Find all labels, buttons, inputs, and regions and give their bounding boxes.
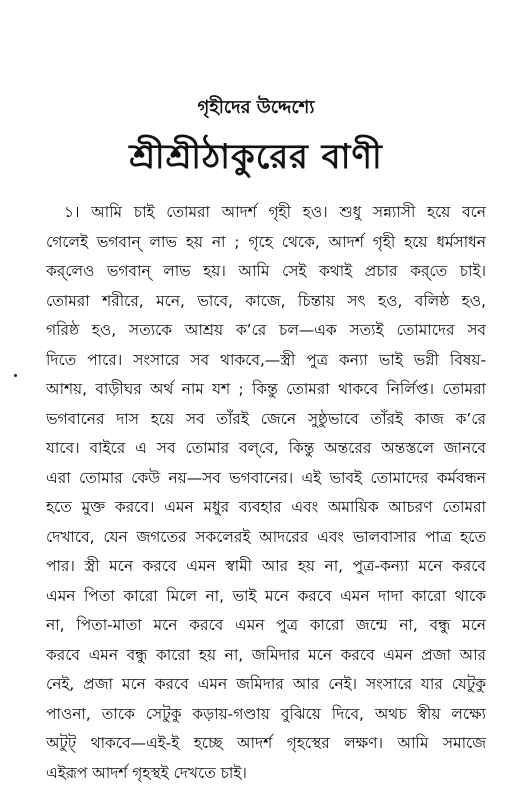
- text-line: অটুট্ থাকবে—এই-ই হচ্ছে আদর্শ গৃহস্থের লক্ষণ। আমি সমাজে: [46, 734, 486, 752]
- text-line: ১। আমি চাই তোমরা আদর্শ গৃহী হও। শুধু সন্ন্যাসী হয়ে বনে: [64, 203, 486, 221]
- text-line: যাবে। বাইরে এ সব তোমার বল্‌বে, কিন্তু অন্তরের অন্তস্তলে জানবে: [46, 439, 486, 457]
- text-line: পার। স্ত্রী মনে করবে এমন স্বামী আর হয় না, পুত্র-কন্যা মনে করবে: [46, 557, 486, 575]
- text-line: এমন পিতা কারো মিলে না, ভাই মনে করবে এমন দাদা কারো থাকে: [46, 586, 486, 605]
- text-line: ভগবানের দাস হয়ে সব তাঁরই জেনে সুষ্ঠুভাবে তাঁরই কাজ ক’রে: [46, 409, 486, 428]
- page-title: শ্রীশ্রীঠাকুরের বাণী: [129, 137, 383, 177]
- text-line: কর্‌লেও ভগবান্ লাভ হয়। আমি সেই কথাই প্রচার কর্‌তে চাই।: [46, 262, 486, 280]
- text-line: পাওনা, তাকে সেটুকু কড়ায়-গণ্ডায় বুঝিয়ে দিবে, অথচ স্বীয় লক্ষ্যে: [46, 704, 486, 723]
- body-paragraph: [46, 198, 486, 788]
- text-line: করবে এমন বন্ধু কারো হয় না, জমিদার মনে করবে এমন প্রজা আর: [46, 645, 486, 664]
- text-line: আশয়, বাড়ীঘর অর্থ নাম যশ ; কিন্তু তোমরা থাকবে নির্লিপ্ত। তোমরা: [46, 380, 486, 398]
- text-line: এইরূপ আদর্শ গৃহস্থই দেখতে চাই।: [46, 763, 247, 782]
- print-speck: [14, 374, 17, 377]
- text-line: হতে মুক্ত করবে। এমন মধুর ব্যবহার এবং অমায়িক আচরণ তোমরা: [46, 498, 486, 516]
- page-subtitle: গৃহীদের উদ্দেশ্যে: [197, 97, 315, 118]
- text-line: দিতে পারে। সংসারে সব থাকবে,—স্ত্রী পুত্র কন্যা ভাই ভগ্নী বিষয়-: [46, 350, 486, 369]
- text-line: গেলেই ভগবান্ লাভ হয় না ; গৃহে থেকে, আদর্শ গৃহী হয়ে ধর্মসাধন: [46, 232, 486, 251]
- text-line: না, পিতা-মাতা মনে করবে এমন পুত্র কারো জন্মে না, বন্ধু মনে: [46, 616, 486, 634]
- text-line: দেখাবে, যেন জগতের সকলেরই আদরের এবং ভালবাসার পাত্র হতে: [46, 527, 486, 546]
- text-line: এরা তোমার কেউ নয়—সব ভগবানের। এই ভাবই তোমাদের কর্মবন্ধন: [46, 468, 486, 487]
- text-line: তোমরা শরীরে, মনে, ভাবে, কাজে, চিন্তায় সৎ হও, বলিষ্ঠ হও,: [46, 291, 486, 310]
- text-line: নেই, প্রজা মনে করবে এমন জমিদার আর নেই। সংসারে যার যেটুকু: [46, 675, 486, 693]
- text-line: গরিষ্ঠ হও, সত্যকে আশ্রয় ক’রে চল—এক সত্যই তোমাদের সব: [46, 321, 486, 339]
